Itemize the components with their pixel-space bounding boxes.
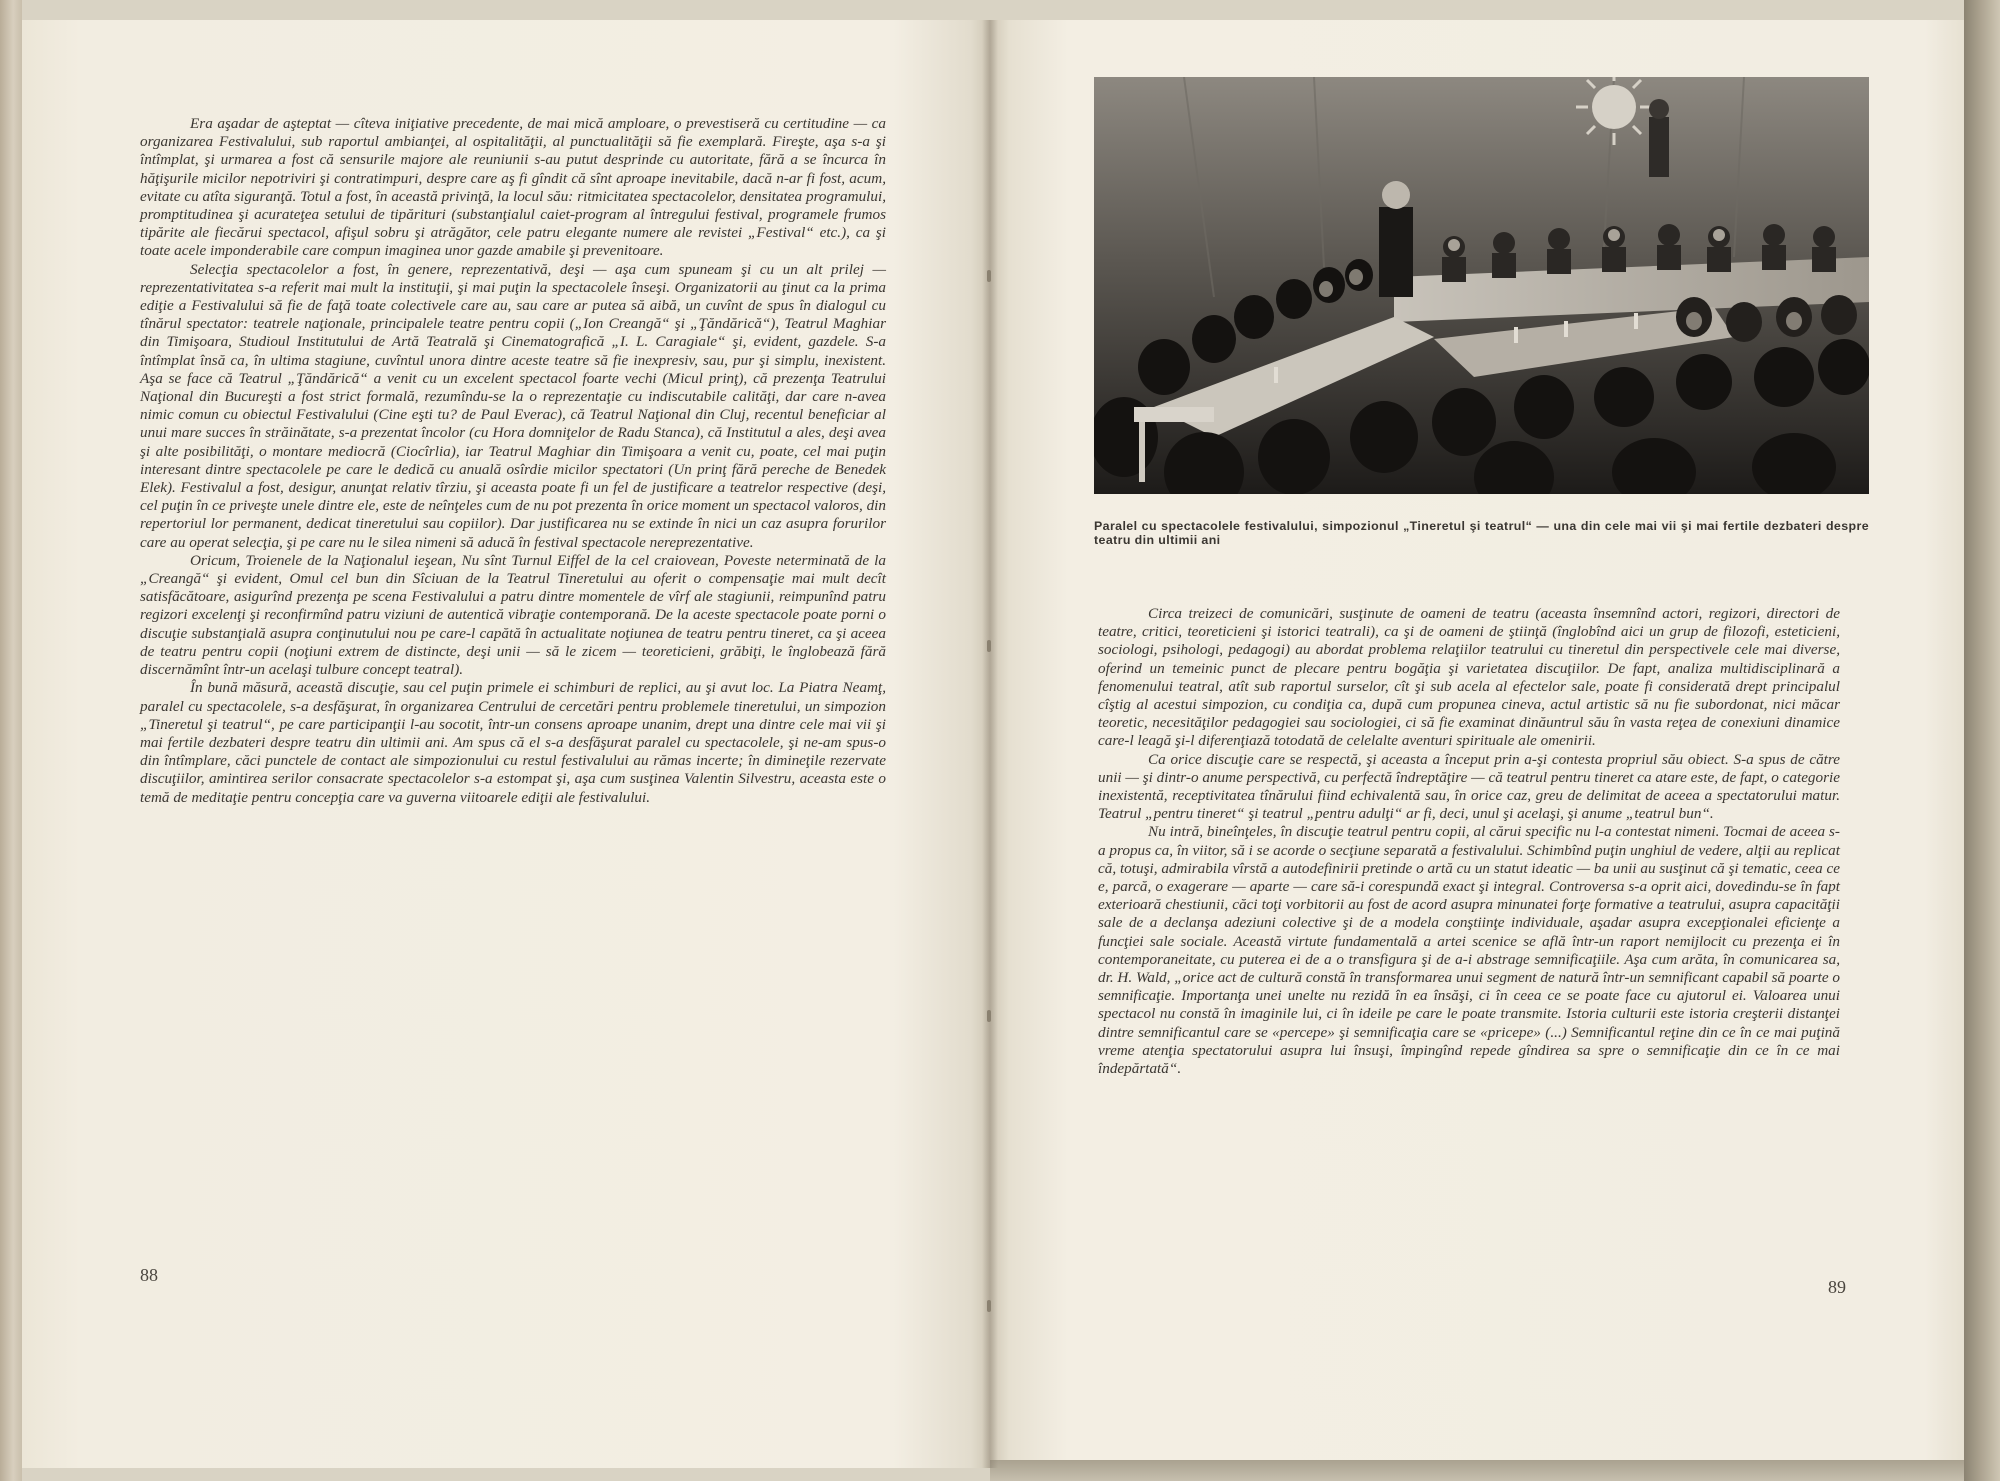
book-cover-edge-bottom — [990, 1459, 1964, 1481]
left-paragraph-2: Selecţia spectacolelor a fost, în genere, reprezentativă, deşi — aşa cum spuneam şi cu un alt prilej — reprezentativitatea s-a referit mai mult la instituţii, şi mai puţin la spectacolele înseşi. Organizatorii au ţinut ca la prima ediţie a Festivalului să fie de faţă toate colectivele care au, sau care ar putea să aibă, un cuvînt de spus în dialogul cu tînărul spectator: teatrele naţionale, principalele teatre pentru copii („Ion Creangă“ şi „Ţăndărică“), Teatrul Maghiar din Timişoara, Studioul Institutului de Artă Teatrală şi Cinematografică „I. L. Caragiale“ şi, evident, gazdele. S-a întîmplat însă ca, în ultima stagiune, cuvîntul unora dintre aceste teatre să fie inexpresiv, sau, pur şi simplu, inexistent. Aşa se face că Teatrul „Ţăndărică“ a venit cu un excelent spectacol foarte vechi (Micul prinţ), că prezenţa Teatrului Naţional din Bucureşti a fost strict formală, rezumîndu-se la o reprezentaţie cu indiscutabile calităţi, dar care n-avea nimic comun cu obiectul Festivalului (Cine eşti tu? de Paul Everac), că Teatrul Naţional din Cluj, recentul beneficiar al unui mare succes în străinătate, s-a prezentat încolor (cu Hora domniţelor de Radu Stanca), că Institutul a ales, deşi avea şi alte posibilităţi, o montare mediocră (Ciocîrlia), iar Teatrul Maghiar din Timişoara a venit cu, poate, cel mai puţin interesant dintre spectacolele pe care le dedică cu anuală osîrdie micilor spectatori (Un prinţ fără pereche de Benedek Elek). Festivalul a fost, desigur, anunţat relativ tîrziu, şi aceasta poate fi un fel de justificare a teatrelor respective (deşi, cel puţin în ce priveşte unele dintre ele, este de neînţeles cum de nu pot prezenta în orice moment un spectacol valoros, din repertoriul lor permanent, dedicat tineretului sau copiilor). Dar justificarea nu se extinde în nici un caz asupra forurilor care au operat selecţia, şi pe care nu le silea nimeni să aducă în festival spectacole nereprezentative. — [140, 260, 886, 551]
book-cover-edge-left — [0, 0, 22, 1481]
book-cover-edge-right — [1964, 0, 2000, 1481]
binding-stitch — [987, 1010, 991, 1022]
right-paragraph-2: Ca orice discuţie care se respectă, şi aceasta a început prin a-şi contesta propriul său obiect. S-a spus de către unii — şi dintr-o anume perspectivă, cu perfectă îndreptăţire — că teatrul pentru tineret ca atare este, de fapt, o categorie inexistentă, receptivitatea tînărului fiind echivalentă sau, în orice caz, greu de delimitat de aceea a spectatorului matur. Teatrul „pentru tineret“ şi teatrul „pentru adulţi“ ar fi, deci, unul şi acelaşi, şi anume „teatrul bun“. — [1098, 750, 1840, 823]
left-page-number: 88 — [140, 1265, 158, 1285]
right-paragraph-3: Nu intră, bineînţeles, în discuţie teatrul pentru copii, al cărui specific nu l-a contestat nimeni. Tocmai de aceea s-a propus ca, în viitor, să i se acorde o secţiune separată a festivalului. Schimbînd puţin unghiul de vedere, alţii au replicat că, totuşi, admirabila vîrstă a autodefinirii pretinde o artă cu un statut ideatic — ba unii au susţinut că şi tematic, ceea ce e, parcă, o exagerare — aparte — care să-i corespundă exact şi integral. Controversa s-a oprit aici, dovedindu-se în fapt exterioară chestiunii, căci toţi vorbitorii au fost de acord asupra minunatei forţe formative a teatrului, asupra capacităţii sale de a declanşa adeziuni colective şi de a modela conştiinţe individuale, aşadar asupra excepţionalei eficienţe a funcţiei sale sociale. Această virtute fundamentală a artei scenice se află într-un raport nemijlocit cu prezenţa ei în contemporaneitate, cu puterea ei de a o transfigura şi de a-i abstrage semnificaţiile. Aşa cum arăta, în comunicarea sa, dr. H. Wald, „orice act de cultură constă în transformarea unui segment de natură într-un semnificant capabil să poarte o semnificaţie. Importanţa unei unelte nu rezidă în ea însăşi, ci în ceea ce se poate face cu ajutorul ei. Valoarea unui spectacol nu constă în imaginile lui, ci în ideile pe care le poate transmite. Istoria culturii este istoria creşterii distanţei dintre semnificantul care se «percepe» şi semnificaţia care se «pricepe» (...) Semnificantul reţine din ce în ce mai puţină vreme atenţia spectatorului asupra lui însuşi, împingînd repede gîndirea sa spre o semnificaţie din ce în ce mai îndepărtată“. — [1098, 823, 1840, 1078]
right-page-body — [1098, 605, 1840, 1078]
right-paragraph-1: Circa treizeci de comunicări, susţinute de oameni de teatru (aceasta însemnînd actori, regizori, directori de teatre, critici, teoreticieni şi istorici teatrali), ca şi de oameni de ştiinţă (înglobînd aici un grup de filozofi, esteticieni, sociologi, psihologi, pedagogi) au abordat problema relaţiilor teatrului cu tineretul din perspectivele cele mai diverse, oferind un temeinic punct de plecare pentru bogăţia şi varietatea discuţiilor. De fapt, analiza multidisciplinară a fenomenului teatral, atît sub raportul surselor, cît şi sub acela al efectelor sale, poate fi considerată drept principalul cîştig al acestui simpozion, cu condiţia ca, după cum propunea cineva, actul artistic să nu fie subordonat, nici măcar teoretic, necesităţilor pedagogiei sau sociologiei, ci să fie examinat dinăuntrul său în vasta reţea de conexiuni dinamice care-l leagă şi-l diferenţiază totodată de celelalte aventuri spirituale ale omenirii. — [1098, 605, 1840, 750]
left-paragraph-1: Era aşadar de aşteptat — cîteva iniţiative precedente, de mai mică amploare, o prevestiseră cu certitudine — ca organizarea Festivalului, sub raportul ambianţei, al ospitalităţii, al punctualităţii să fie exemplară. Fireşte, aşa s-a şi întîmplat, şi urmarea a fost că sensurile majore ale reuniunii s-au putut desprinde cu autoritate, fără a se încurca în hăţişurile micilor nepotriviri şi contratimpuri, despre care aş fi gîndit că sînt aproape inevitabile, dacă n-ar fi fost, acum, evitate cu atîta siguranţă. Totul a fost, în această privinţă, la locul său: ritmicitatea spectacolelor, densitatea programului, promptitudinea şi acurateţea setului de tipărituri (substanţialul caiet-program al întregului festival, programele frumos tipărite ale fiecărui spectacol, afişul sobru şi atrăgător, cele patru elegante numere ale revistei „Festival“ etc.), ca şi toate acele imponderabile care compun imaginea unor gazde amabile şi prevenitoare. — [140, 115, 886, 260]
photo-caption: Paralel cu spectacolele festivalului, simpozionul „Tineretul şi teatrul“ — una din cele mai vii şi mai fertile dezbateri despre teatru din ultimii ani — [1094, 519, 1869, 547]
binding-stitch — [987, 640, 991, 652]
left-page-body — [140, 115, 886, 807]
left-paragraph-3: Oricum, Troienele de la Naţionalul ieşean, Nu sînt Turnul Eiffel de la cel craiovean, Poveste neterminată de la „Creangă“ şi evident, Omul cel bun din Sîciuan de la Teatrul Tineretului au oferit o compensaţie mai mult decît satisfăcătoare, asigurînd prezenţa pe scena Festivalului a patru dintre momentele de vîrf ale stagiunii, reimpunînd patru regizori excelenţi şi reconfirmînd patru viziuni de autentică vibraţie contemporană. De la aceste spectacole poate porni o discuţie substanţială asupra conţinutului nou pe care-l capătă în actualitate noţiunea de teatru pentru tineret, ca şi aceea de teatru pentru copii (noţiuni extrem de distincte, deşi unii — să le zicem — teoreticieni, grăbiţi, le înglobează fără discernămînt într-un acelaşi tulbure concept teatral). — [140, 551, 886, 679]
photo-illustration — [1094, 77, 1869, 494]
symposium-photo — [1094, 77, 1869, 494]
book-gutter — [982, 20, 998, 1468]
binding-stitch — [987, 270, 991, 282]
left-paragraph-4: În bună măsură, această discuţie, sau cel puţin primele ei schimburi de replici, au şi avut loc. La Piatra Neamţ, paralel cu spectacolele, s-a desfăşurat, în organizarea Centrului de cercetări pentru problemele tineretului, un simpozion „Tineretul şi teatrul“, pe care participanţii l-au socotit, într-un consens aproape unanim, drept una dintre cele mai vii şi mai fertile dezbateri despre teatru din ultimii ani. Am spus că el s-a desfăşurat paralel cu spectacolele, şi ne-am spus-o din întîmplare, căci punctele de contact ale simpozionului cu restul festivalului au rămas incerte; în dimineţile rezervate discuţiilor, amintirea serilor consacrate spectacolelor s-a estompat şi, aşa cum susţinea Valentin Silvestru, aceasta este o temă de meditaţie pentru concepţia care va guverna viitoarele ediţii ale festivalului. — [140, 679, 886, 806]
right-page-number: 89 — [1828, 1277, 1846, 1297]
binding-stitch — [987, 1300, 991, 1312]
